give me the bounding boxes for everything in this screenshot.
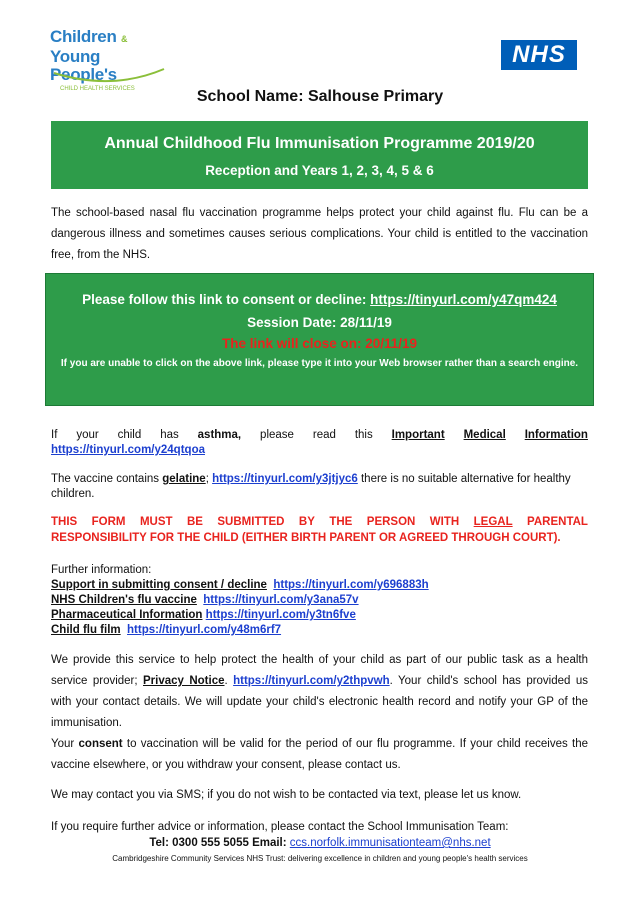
consent-line xyxy=(46,292,593,307)
text: The vaccine contains xyxy=(51,473,163,485)
privacy-paragraph xyxy=(51,650,588,776)
text: . Your child's school has provided us with your contact details. We will update your child's electronic health record and notify your GP of the immunisation. xyxy=(51,675,588,729)
programme-title: Annual Childhood Flu Immunisation Programme 2019/20 xyxy=(104,135,535,152)
programme-banner xyxy=(51,121,588,189)
logo-text-young-peoples: Young People's xyxy=(50,47,117,84)
word: BY xyxy=(298,516,315,528)
consent-box xyxy=(45,273,594,406)
word: BE xyxy=(186,516,203,528)
text: Your xyxy=(51,738,79,750)
link-close-date: The link will close on: 20/11/19 xyxy=(221,336,418,351)
contact-details xyxy=(0,837,640,849)
further-item xyxy=(51,593,588,608)
consent-prefix: Please follow this link to consent or decline: xyxy=(82,292,371,307)
legal-warning xyxy=(51,514,588,546)
further-item-label: Child flu film xyxy=(51,624,121,636)
nhs-logo: NHS xyxy=(501,40,577,70)
logo-subtitle: CHILD HEALTH SERVICES xyxy=(60,86,135,92)
word: read xyxy=(312,429,336,441)
further-item-link[interactable]: https://tinyurl.com/y3tn6fve xyxy=(205,609,356,621)
contact-intro: If you require further advice or information, please contact the School Immunisation Team: xyxy=(51,821,509,833)
word: WITH xyxy=(429,516,460,528)
warning-line2: RESPONSIBILITY FOR THE CHILD (EITHER BIRTH PARENT OR AGREED THROUGH COURT). xyxy=(51,532,561,544)
email-link[interactable]: ccs.norfolk.immunisationteam@nhs.net xyxy=(289,837,491,849)
further-item-link[interactable]: https://tinyurl.com/y3ana57v xyxy=(203,594,359,606)
text: to vaccination will be valid for the period of our flu programme. If your child receives the vaccine elsewhere, or you withdraw your consent, please contact us. xyxy=(51,738,588,771)
text: there is no suitable alternative for healthy children. xyxy=(51,473,571,500)
logo-ampersand: & xyxy=(120,34,128,44)
further-item-label: Pharmaceutical Information xyxy=(51,609,203,621)
consent-word: consent xyxy=(78,738,123,750)
word: MUST xyxy=(139,516,173,528)
legal-word: LEGAL xyxy=(473,516,513,528)
further-item-label: Support in submitting consent / decline xyxy=(51,579,267,591)
gelatine-paragraph xyxy=(51,472,588,502)
word: THE xyxy=(329,516,353,528)
phone: Tel: 0300 555 5055 Email: xyxy=(149,837,290,849)
text: ; xyxy=(205,473,213,485)
further-item xyxy=(51,578,588,593)
further-item-link[interactable]: https://tinyurl.com/y48m6rf7 xyxy=(127,624,282,636)
sms-notice: We may contact you via SMS; if you do not wish to be contacted via text, please let us know. xyxy=(51,789,522,801)
asthma-word: asthma, xyxy=(197,429,242,441)
gelatine-link[interactable]: https://tinyurl.com/y3jtjyc6 xyxy=(212,473,358,485)
further-item-label: NHS Children's flu vaccine xyxy=(51,594,197,606)
word: has xyxy=(160,429,179,441)
trust-footer: Cambridgeshire Community Services NHS Trust: delivering excellence in children and young people's health services xyxy=(112,854,528,863)
consent-note: If you are unable to click on the above link, please type it into your Web browser rather than a search engine. xyxy=(60,358,579,369)
important-medical-information-link[interactable]: Medical xyxy=(463,429,506,441)
further-item xyxy=(51,623,588,638)
session-date: Session Date: 28/11/19 xyxy=(247,315,392,330)
children-young-peoples-logo xyxy=(50,27,170,92)
privacy-link[interactable]: https://tinyurl.com/y2thpvwh xyxy=(233,675,390,687)
programme-subtitle: Reception and Years 1, 2, 3, 4, 5 & 6 xyxy=(205,163,434,178)
word: If xyxy=(51,429,58,441)
word: THIS xyxy=(51,516,78,528)
further-information xyxy=(51,563,588,638)
asthma-paragraph xyxy=(51,428,588,458)
asthma-link[interactable]: https://tinyurl.com/y24qtqoa xyxy=(51,444,205,456)
word: FORM xyxy=(91,516,126,528)
word: SUBMITTED xyxy=(217,516,285,528)
important-medical-information-link[interactable]: Information xyxy=(524,429,588,441)
word: your xyxy=(76,429,99,441)
word: this xyxy=(354,429,373,441)
text: . xyxy=(224,675,234,687)
word: child xyxy=(117,429,142,441)
word: PARENTAL xyxy=(527,516,588,528)
word: PERSON xyxy=(366,516,416,528)
gelatine-word: gelatine xyxy=(162,473,206,485)
school-name: School Name: Salhouse Primary xyxy=(196,88,444,105)
word: please xyxy=(260,429,294,441)
intro-paragraph: The school-based nasal flu vaccination programme helps protect your child against flu. Flu can be a dangerous illness and sometimes causes serious complications. Your child is entitled to the vaccination free, from the NHS. xyxy=(51,207,588,261)
further-heading: Further information: xyxy=(51,564,152,576)
logo-swoosh-icon xyxy=(52,65,172,87)
privacy-notice: Privacy Notice xyxy=(143,675,225,687)
logo-text-children: Children xyxy=(50,27,117,46)
text: We provide this service to help protect the health of your child as part of our public task as a health service provider; xyxy=(51,654,588,687)
important-medical-information-link[interactable]: Important xyxy=(391,429,445,441)
further-item xyxy=(51,608,588,623)
consent-link[interactable]: https://tinyurl.com/y47qm424 xyxy=(370,292,557,307)
further-item-link[interactable]: https://tinyurl.com/y696883h xyxy=(273,579,429,591)
